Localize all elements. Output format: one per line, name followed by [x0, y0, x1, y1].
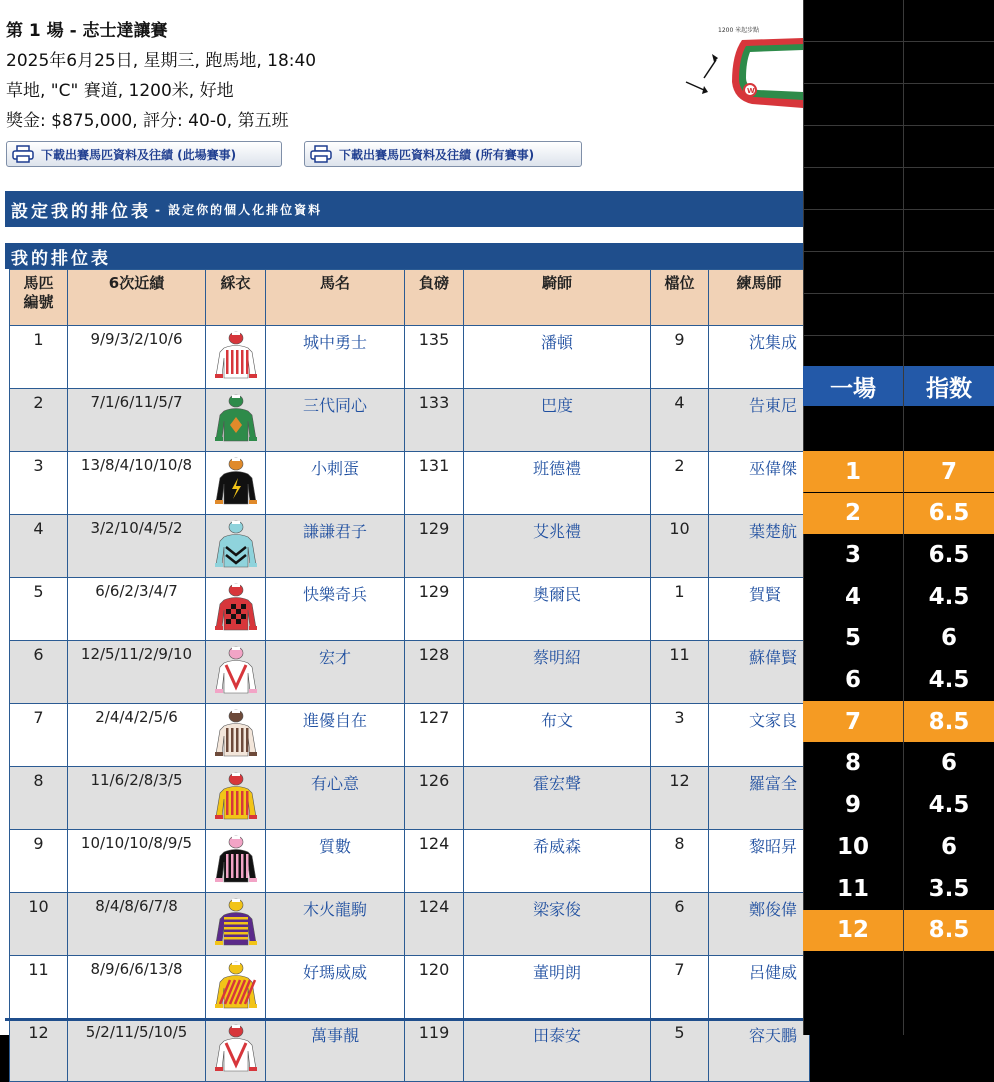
horse-name-link[interactable]: 快樂奇兵: [266, 578, 405, 641]
trainer-link[interactable]: 巫偉傑: [709, 452, 810, 515]
silks: [206, 515, 266, 578]
recent-form: 3/2/10/4/5/2: [68, 515, 206, 578]
race-prize-info: 獎金: $875,000, 評分: 40-0, 第五班: [6, 111, 289, 131]
index-value: 6: [903, 826, 994, 867]
jockey-link[interactable]: 田泰安: [464, 1019, 651, 1082]
runner-number: 5: [10, 578, 68, 641]
weight: 124: [405, 893, 464, 956]
index-race-number: 8: [844, 750, 861, 777]
col-header-name: 馬名: [266, 270, 405, 326]
table-row: [10, 956, 810, 1019]
table-row: [10, 326, 810, 389]
silks: [206, 956, 266, 1019]
weight: 131: [405, 452, 464, 515]
grid-line: [803, 209, 994, 210]
horse-name-link[interactable]: 三代同心: [266, 389, 405, 452]
jockey-link[interactable]: 潘頓: [464, 326, 651, 389]
index-row: [803, 534, 994, 575]
silks-icon: [214, 769, 258, 823]
runner-number: 7: [10, 704, 68, 767]
jockey-link[interactable]: 布文: [464, 704, 651, 767]
draw: 6: [651, 893, 709, 956]
weight: 119: [405, 1019, 464, 1082]
col-header-draw: 檔位: [651, 270, 709, 326]
draw: 11: [651, 641, 709, 704]
my-racecard-band: [5, 243, 803, 269]
silks-icon: [214, 958, 258, 1012]
silks-icon: [214, 706, 258, 760]
table-row: [10, 830, 810, 893]
race-date: 2025年6月25日, 星期三, 跑馬地, 18:40: [6, 51, 317, 71]
draw: 9: [651, 326, 709, 389]
recent-form: 2/4/4/2/5/6: [68, 704, 206, 767]
horse-name-link[interactable]: 有心意: [266, 767, 405, 830]
recent-form: 8/4/8/6/7/8: [68, 893, 206, 956]
recent-form: 6/6/2/3/4/7: [68, 578, 206, 641]
jockey-link[interactable]: 班德禮: [464, 452, 651, 515]
grid-line: [803, 167, 994, 168]
silks-icon: [214, 517, 258, 571]
col-header-silks: 綵衣: [206, 270, 266, 326]
index-value: 4.5: [903, 785, 994, 826]
draw: 12: [651, 767, 709, 830]
jockey-link[interactable]: 希威森: [464, 830, 651, 893]
runner-number: 11: [10, 956, 68, 1019]
col-header-jockey: 騎師: [464, 270, 651, 326]
index-value: 8.5: [903, 910, 994, 951]
silks: [206, 578, 266, 641]
runner-number: 6: [10, 641, 68, 704]
index-value: 6: [903, 743, 994, 784]
jockey-link[interactable]: 梁家俊: [464, 893, 651, 956]
draw: 1: [651, 578, 709, 641]
weight: 127: [405, 704, 464, 767]
printer-icon: [309, 145, 333, 163]
table-row: [10, 389, 810, 452]
index-value: 6.5: [903, 493, 994, 534]
index-value: 4.5: [903, 660, 994, 701]
index-row: [803, 785, 994, 826]
index-row: [803, 701, 994, 742]
grid-line: [803, 251, 994, 252]
horse-name-link[interactable]: 宏才: [266, 641, 405, 704]
weight: 126: [405, 767, 464, 830]
horse-name-link[interactable]: 謙謙君子: [266, 515, 405, 578]
my-racecard-title: 我的排位表: [11, 248, 111, 269]
draw: 8: [651, 830, 709, 893]
jockey-link[interactable]: 艾兆禮: [464, 515, 651, 578]
index-row: [803, 451, 994, 492]
col-header-no: 馬匹編號: [10, 270, 68, 326]
draw: 4: [651, 389, 709, 452]
download-this-race-label: 下載出賽馬匹資料及往績 (此場賽事): [41, 147, 237, 162]
silks-icon: [214, 580, 258, 634]
trainer-link[interactable]: 黎昭昇: [709, 830, 810, 893]
trainer-link[interactable]: 賀賢: [709, 578, 810, 641]
track-map-icon: [682, 20, 803, 112]
index-header-index: 指数: [903, 366, 994, 406]
runner-number: 8: [10, 767, 68, 830]
grid-line: [803, 293, 994, 294]
svg-text:W: W: [747, 87, 755, 95]
silks: [206, 389, 266, 452]
silks-icon: [214, 895, 258, 949]
index-row: [803, 493, 994, 534]
trainer-link[interactable]: 容天鵬: [709, 1019, 810, 1082]
runner-number: 10: [10, 893, 68, 956]
horse-name-link[interactable]: 質數: [266, 830, 405, 893]
horse-name-link[interactable]: 好瑪威威: [266, 956, 405, 1019]
table-row: [10, 1019, 810, 1082]
index-race-number: 5: [844, 625, 861, 652]
index-race-number: 1: [803, 451, 903, 492]
silks: [206, 893, 266, 956]
table-bottom-rule: [5, 1018, 803, 1021]
jockey-link[interactable]: 蔡明紹: [464, 641, 651, 704]
trainer-link[interactable]: 沈集成: [709, 326, 810, 389]
weight: 129: [405, 515, 464, 578]
index-header-row: [803, 366, 994, 406]
index-race-number: 7: [803, 701, 903, 742]
settings-band-subtitle: - 設定你的個人化排位資料: [155, 202, 323, 217]
index-value: 4.5: [903, 576, 994, 617]
download-this-race-button[interactable]: [6, 141, 282, 167]
settings-band-title: 設定我的排位表: [11, 201, 151, 222]
track-map-caption: 1200 米起步點: [718, 27, 760, 34]
grid-line: [803, 125, 994, 126]
index-row: [803, 660, 994, 701]
printer-icon: [11, 145, 35, 163]
runner-table: [9, 269, 810, 1082]
jockey-link[interactable]: 奧爾民: [464, 578, 651, 641]
silks-icon: [214, 328, 258, 382]
silks: [206, 704, 266, 767]
index-race-number: 10: [836, 833, 869, 860]
recent-form: 7/1/6/11/5/7: [68, 389, 206, 452]
index-row: [803, 743, 994, 784]
silks: [206, 767, 266, 830]
index-row: [803, 618, 994, 659]
trainer-link[interactable]: 蘇偉賢: [709, 641, 810, 704]
grid-line: [803, 335, 994, 336]
index-value: 7: [903, 451, 994, 492]
weight: 129: [405, 578, 464, 641]
silks-icon: [214, 832, 258, 886]
index-row: [803, 868, 994, 909]
race-title: 第 1 場 - 志士達讓賽: [6, 21, 168, 41]
index-race-number: 9: [844, 792, 861, 819]
table-row: [10, 515, 810, 578]
index-race-number: 12: [803, 910, 903, 951]
runner-number: 9: [10, 830, 68, 893]
race-track-info: 草地, "C" 賽道, 1200米, 好地: [6, 81, 234, 101]
index-value: 8.5: [903, 701, 994, 742]
index-race-number: 3: [844, 541, 861, 568]
table-row: [10, 452, 810, 515]
recent-form: 11/6/2/8/3/5: [68, 767, 206, 830]
table-row: [10, 578, 810, 641]
index-row: [803, 826, 994, 867]
table-row: [10, 704, 810, 767]
silks: [206, 452, 266, 515]
recent-form: 12/5/11/2/9/10: [68, 641, 206, 704]
jockey-link[interactable]: 巴度: [464, 389, 651, 452]
runner-number: 12: [10, 1019, 68, 1082]
runner-number: 1: [10, 326, 68, 389]
runner-number: 2: [10, 389, 68, 452]
recent-form: 10/10/10/8/9/5: [68, 830, 206, 893]
index-race-number: 6: [844, 667, 861, 693]
weight: 135: [405, 326, 464, 389]
horse-name-link[interactable]: 木火龍駒: [266, 893, 405, 956]
index-race-number: 11: [836, 875, 869, 902]
trainer-link[interactable]: 葉楚航: [709, 515, 810, 578]
runner-number: 4: [10, 515, 68, 578]
horse-name-link[interactable]: 小刺蛋: [266, 452, 405, 515]
horse-name-link[interactable]: 萬事靚: [266, 1019, 405, 1082]
draw: 10: [651, 515, 709, 578]
table-row: [10, 893, 810, 956]
index-race-number: 4: [844, 583, 861, 610]
settings-band[interactable]: [5, 191, 803, 227]
jockey-link[interactable]: 董明朗: [464, 956, 651, 1019]
runner-number: 3: [10, 452, 68, 515]
grid-line: [803, 41, 994, 42]
table-row: [10, 767, 810, 830]
horse-name-link[interactable]: 進優自在: [266, 704, 405, 767]
recent-form: 5/2/11/5/10/5: [68, 1019, 206, 1082]
draw: 5: [651, 1019, 709, 1082]
index-value: 3.5: [903, 868, 994, 909]
recent-form: 8/9/6/6/13/8: [68, 956, 206, 1019]
index-value: 6: [903, 618, 994, 659]
silks: [206, 830, 266, 893]
draw: 7: [651, 956, 709, 1019]
silks-icon: [214, 454, 258, 508]
horse-name-link[interactable]: 城中勇士: [266, 326, 405, 389]
weight: 124: [405, 830, 464, 893]
silks-icon: [214, 1021, 258, 1075]
col-header-trainer: 練馬師: [709, 270, 810, 326]
weight: 128: [405, 641, 464, 704]
col-header-weight: 負磅: [405, 270, 464, 326]
trainer-link[interactable]: 文家良: [709, 704, 810, 767]
silks: [206, 326, 266, 389]
index-header-race: 一場: [803, 366, 903, 406]
recent-form: 9/9/3/2/10/6: [68, 326, 206, 389]
silks-icon: [214, 391, 258, 445]
draw: 3: [651, 704, 709, 767]
grid-line: [803, 83, 994, 84]
silks: [206, 1019, 266, 1082]
table-row: [10, 641, 810, 704]
index-race-number: 2: [803, 493, 903, 534]
table-header-row: [10, 270, 810, 326]
index-value: 6.5: [903, 534, 994, 575]
index-panel: [803, 0, 994, 1035]
trainer-link[interactable]: 鄭俊偉: [709, 893, 810, 956]
weight: 120: [405, 956, 464, 1019]
trainer-link[interactable]: 呂健威: [709, 956, 810, 1019]
trainer-link[interactable]: 告東尼: [709, 389, 810, 452]
jockey-link[interactable]: 霍宏聲: [464, 767, 651, 830]
trainer-link[interactable]: 羅富全: [709, 767, 810, 830]
download-all-races-button[interactable]: [304, 141, 582, 167]
silks: [206, 641, 266, 704]
silks-icon: [214, 643, 258, 697]
download-all-races-label: 下載出賽馬匹資料及往績 (所有賽事): [339, 147, 535, 162]
index-row: [803, 576, 994, 617]
recent-form: 13/8/4/10/10/8: [68, 452, 206, 515]
weight: 133: [405, 389, 464, 452]
draw: 2: [651, 452, 709, 515]
col-header-form: 6次近績: [68, 270, 206, 326]
index-row: [803, 910, 994, 951]
